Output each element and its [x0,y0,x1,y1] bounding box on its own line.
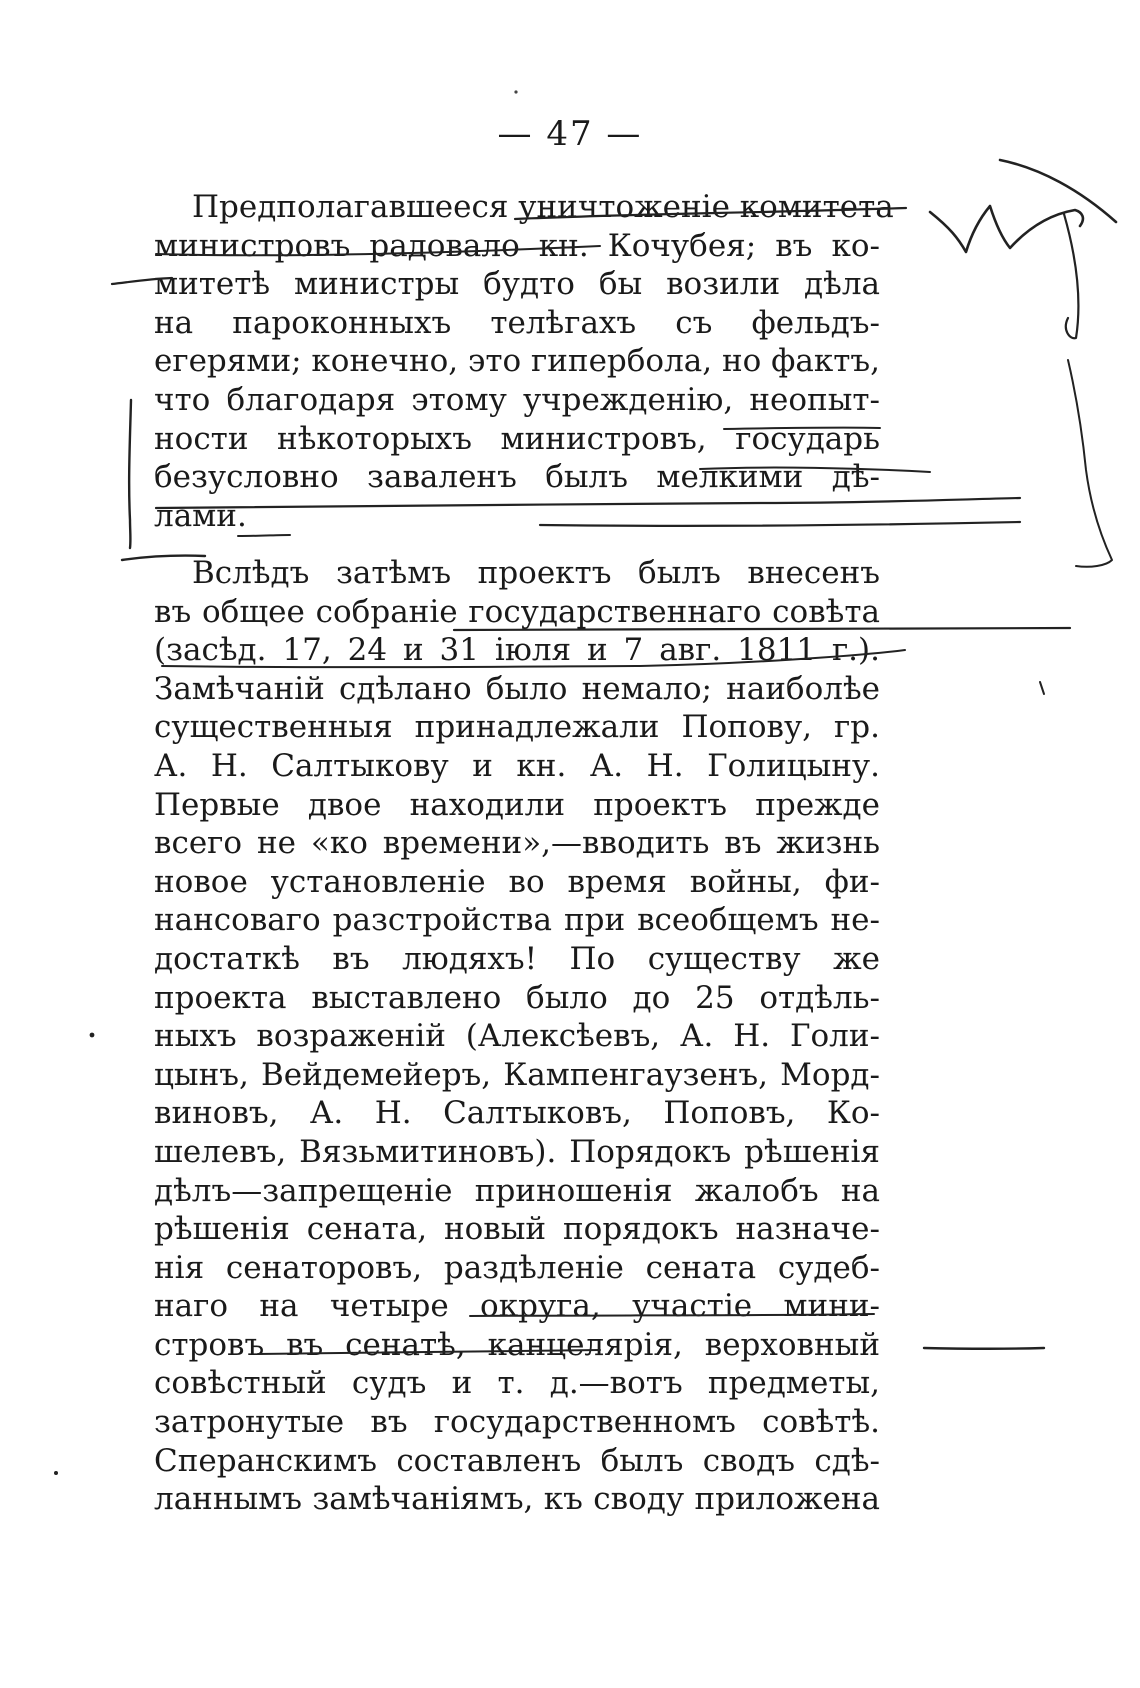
text-line: (засѣд. 17, 24 и 31 іюля и 7 авг. 1811 г.). [154,632,880,669]
text-line: Предполагавшееся уничтоженіе комитета [192,189,894,225]
paragraph-committee-abolition [154,188,894,535]
margin-dot-mark [90,1033,95,1038]
text-line: А. Н. Салтыкову и кн. А. Н. Голицыну. [154,747,880,784]
text-line: ности нѣкоторыхъ министровъ, государь [154,420,880,457]
text-line: новое установленіе во время войны, фи- [154,863,880,900]
text-line: Замѣчаній сдѣлано было немало; наиболѣе [154,670,880,707]
text-line: стровъ въ сенатѣ, канцелярія, верховный [154,1326,880,1363]
margin-bracket-mark [129,400,131,548]
text-line: дѣлъ—запрещеніе приношенія жалобъ на [154,1172,880,1209]
text-line: егерями; конечно, это гипербола, но фактъ, [154,343,881,380]
text-line: рѣшенія сената, новый порядокъ назначе- [154,1211,880,1248]
text-line: цынъ, Вейдемейеръ, Кампенгаузенъ, Морд- [154,1056,880,1093]
text-line: Вслѣдъ затѣмъ проектъ былъ внесенъ [192,555,880,591]
text-line: достаткѣ въ людяхъ! По существу же [154,940,880,977]
text-line: нія сенаторовъ, раздѣленіе сената судеб- [154,1249,880,1286]
page-number: — 47 — [497,114,643,154]
text-line: проекта выставлено было до 25 отдѣль- [154,979,880,1016]
text-line: виновъ, А. Н. Салтыковъ, Поповъ, Ко- [154,1095,880,1132]
text-line: существенныя принадлежали Попову, гр. [154,709,880,746]
margin-dash-mark [924,1348,1044,1349]
text-line: лами. [154,497,247,534]
text-line: Первые двое находили проектъ прежде [154,786,880,823]
text-line: затронутые въ государственномъ совѣтѣ. [154,1404,880,1441]
text-line: шелевъ, Вязьмитиновъ). Порядокъ рѣшенія [154,1133,880,1170]
text-line: совѣстный судъ и т. д.—вотъ предметы, [154,1365,880,1402]
text-line: наго на четыре округа, участіе мини- [154,1288,880,1325]
margin-scribble-mark [1000,160,1116,222]
text-line: безусловно заваленъ былъ мелкими дѣ- [154,459,880,496]
margin-tick-mark [1040,682,1044,694]
margin-dot-mark [54,1471,58,1475]
margin-bracket-mark [1068,360,1112,567]
margin-bracket-mark [1064,214,1078,338]
text-line: нансоваго разстройства при всеобщемъ не- [154,902,880,939]
text-line: всего не «ко времени»,—вводить въ жизнь [154,825,880,862]
text-line: ныхъ возраженій (Алексѣевъ, А. Н. Голи- [154,1018,880,1055]
text-line: на пароконныхъ телѣгахъ съ фельдъ- [154,304,880,341]
text-line: что благодаря этому учрежденію, неопыт- [154,381,880,418]
paragraph-state-council-review [154,554,880,1519]
margin-scribble-mark [930,206,1083,252]
text-line: министровъ радовало кн. Кочубея; въ ко- [154,227,880,264]
text-line: Сперанскимъ составленъ былъ сводъ сдѣ- [154,1442,880,1479]
text-line: митетѣ министры будто бы возили дѣла [154,266,880,303]
text-line: въ общее собраніе государственнаго совѣта [154,593,880,630]
margin-dot-mark [514,90,517,93]
text-line: ланнымъ замѣчаніямъ, къ своду приложена [154,1481,880,1518]
